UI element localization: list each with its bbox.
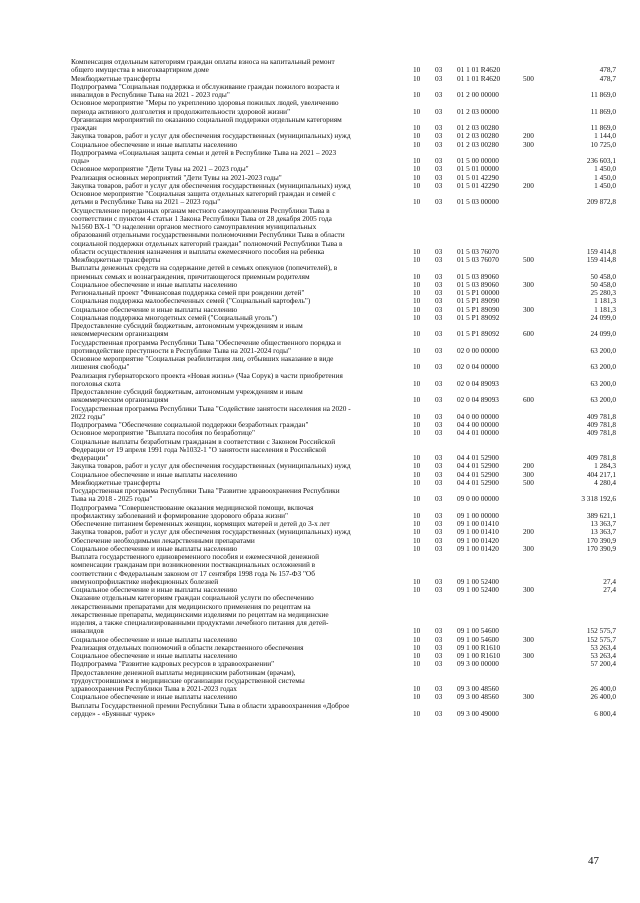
section-code: 10: [413, 708, 421, 718]
amount: 1 181,3: [594, 296, 616, 306]
section-code: 10: [413, 543, 421, 553]
amount: 236 603,1: [586, 156, 616, 165]
subsection-code: 03: [435, 527, 443, 537]
target-article-code: 09 3 00 48560: [457, 692, 499, 702]
subsection-code: 03: [435, 576, 443, 586]
row-name: Государственная программа Республики Тыва "Обеспечение общественного порядка и противодействие преступности в Республике Тыва на 2021-2024 годы": [71, 337, 341, 355]
amount: 53 263,4: [590, 642, 616, 652]
section-code: 10: [413, 312, 421, 322]
target-article-code: 01 5 P1 89090: [457, 304, 500, 314]
subsection-code: 03: [435, 106, 443, 116]
subsection-code: 03: [435, 345, 443, 355]
row-name: Осуществление переданных органам местного самоуправления Республики Тыва в соответствии с пунктом 4 статьи 1 Закона Республики Тыва от 28 декабря 2005 года №1560 ВХ-1 "О наделении органов местного самоуправления муниципальных образований отдельными государственными полномочиями Республики Тыва в области социальной поддержки отдельных категорий граждан" полномочий Республики Тыва в области осуществления назначения и выплаты ежемесячного пособия на ребенка: [71, 205, 345, 256]
section-code: 10: [413, 65, 421, 75]
amount: 1 450,0: [594, 164, 616, 174]
target-article-code: 01 2 03 00000: [457, 106, 499, 116]
target-article-code: 01 5 01 42290: [457, 180, 499, 190]
amount: 10 725,0: [590, 139, 616, 149]
section-code: 10: [413, 246, 421, 256]
row-name: Социальная поддержка многодетных семей ("Социальный уголь"): [71, 312, 278, 322]
target-article-code: 04 4 01 52900: [457, 469, 499, 479]
subsection-code: 03: [435, 271, 443, 281]
subsection-code: 03: [435, 477, 443, 487]
subsection-code: 03: [435, 180, 443, 190]
amount: 389 621,1: [586, 510, 616, 520]
amount: 159 414,8: [586, 255, 616, 264]
row-name: Социальное обеспечение и иные выплаты населению: [71, 692, 238, 702]
section-code: 10: [413, 527, 421, 537]
subsection-code: 03: [435, 362, 443, 372]
expense-type-code: 300: [523, 651, 534, 660]
amount: 152 575,7: [586, 626, 616, 636]
target-article-code: 09 0 00 00000: [457, 494, 499, 504]
section-code: 10: [413, 123, 421, 132]
amount: 26 400,0: [590, 692, 616, 702]
section-code: 10: [413, 378, 421, 388]
subsection-code: 03: [435, 453, 443, 462]
section-code: 10: [413, 510, 421, 520]
target-article-code: 02 0 04 89093: [457, 378, 499, 388]
expense-type-code: 300: [523, 692, 534, 702]
row-name: Выплаты денежных средств на содержание детей в семьях опекунов (попечителей), в приемных семьях и вознаграждения, причитающегося приемным родителям: [71, 263, 338, 281]
amount: 27,4: [603, 576, 616, 586]
target-article-code: 01 2 03 00280: [457, 139, 499, 149]
expense-type-code: 500: [523, 73, 534, 83]
row-name: Обеспечение необходимыми лекарственными препаратами: [71, 535, 255, 545]
amount: 1 450,0: [594, 172, 616, 182]
budget-table: [71, 58, 617, 718]
target-article-code: 01 1 01 R4620: [457, 65, 501, 75]
target-article-code: 02 0 04 00000: [457, 362, 499, 372]
expense-type-code: 300: [523, 543, 534, 553]
section-code: 10: [413, 420, 421, 429]
subsection-code: 03: [435, 131, 443, 141]
subsection-code: 03: [435, 411, 443, 421]
section-code: 10: [413, 255, 421, 264]
amount: 4 280,4: [594, 477, 616, 487]
target-article-code: 01 5 03 89060: [457, 271, 499, 281]
section-code: 10: [413, 684, 421, 693]
row-name: Обеспечение питанием беременных женщин, кормящих матерей и детей до 3-х лет: [71, 519, 330, 528]
section-code: 10: [413, 362, 421, 372]
table-row: [71, 553, 617, 586]
amount: 24 099,0: [590, 312, 616, 322]
section-code: 10: [413, 73, 421, 83]
row-name: Основное мероприятие "Социальная реабилитация лиц, отбывших наказание в виде лишения свободы": [71, 354, 334, 372]
subsection-code: 03: [435, 461, 443, 471]
section-code: 10: [413, 304, 421, 314]
row-name: Социальное обеспечение и иные выплаты населению: [71, 543, 238, 553]
expense-type-code: 200: [523, 131, 534, 141]
subsection-code: 03: [435, 651, 443, 660]
amount: 404 217,1: [586, 469, 616, 479]
section-code: 10: [413, 469, 421, 479]
target-article-code: 01 5 00 00000: [457, 156, 499, 165]
amount: 13 363,7: [590, 527, 616, 537]
section-code: 10: [413, 279, 421, 289]
row-name: Социальное обеспечение и иные выплаты населению: [71, 304, 238, 314]
section-code: 10: [413, 692, 421, 702]
table-row: [71, 58, 617, 75]
table-row: [71, 487, 617, 504]
row-name: Региональный проект "Финансовая поддержка семей при рождении детей": [71, 288, 305, 297]
amount: 170 390,9: [586, 535, 616, 545]
amount: 50 458,0: [590, 279, 616, 289]
amount: 409 781,8: [586, 428, 616, 438]
expense-type-code: 300: [523, 585, 534, 594]
target-article-code: 09 1 00 01420: [457, 543, 499, 553]
target-article-code: 01 2 03 00280: [457, 123, 499, 132]
row-name: Реализация основных мероприятий "Дети Тувы на 2021-2023 годы": [71, 172, 282, 182]
section-code: 10: [413, 395, 421, 405]
subsection-code: 03: [435, 494, 443, 504]
row-name: Социальная поддержка малообеспеченных семей ("Социальный картофель"): [71, 296, 311, 306]
row-name: Социальное обеспечение и иные выплаты населению: [71, 651, 238, 660]
subsection-code: 03: [435, 304, 443, 314]
target-article-code: 09 1 00 00000: [457, 510, 499, 520]
target-article-code: 01 5 01 42290: [457, 172, 499, 182]
target-article-code: 09 1 00 01410: [457, 527, 499, 537]
expense-type-code: 200: [523, 461, 534, 471]
section-code: 10: [413, 651, 421, 660]
amount: 1 144,0: [594, 131, 616, 141]
amount: 1 450,0: [594, 180, 616, 190]
row-name: Социальные выплаты безработным гражданам в соответствии с Законом Российской Федерации от 19 апреля 1991 года №1032-1 "О занятости населения в Российской Федерации": [71, 436, 336, 462]
section-code: 10: [413, 428, 421, 438]
table-row: [71, 405, 617, 422]
subsection-code: 03: [435, 197, 443, 207]
subsection-code: 03: [435, 543, 443, 553]
subsection-code: 03: [435, 420, 443, 429]
section-code: 10: [413, 659, 421, 669]
target-article-code: 01 5 P1 89092: [457, 329, 500, 339]
target-article-code: 01 1 01 R4620: [457, 73, 501, 83]
expense-type-code: 500: [523, 477, 534, 487]
amount: 11 869,0: [590, 123, 616, 132]
subsection-code: 03: [435, 65, 443, 75]
subsection-code: 03: [435, 378, 443, 388]
subsection-code: 03: [435, 90, 443, 99]
expense-type-code: 200: [523, 180, 534, 190]
row-name: Предоставление субсидий бюджетным, автономным учреждениям и иным некоммерческим организациям: [71, 321, 303, 339]
section-code: 10: [413, 329, 421, 339]
section-code: 10: [413, 519, 421, 528]
subsection-code: 03: [435, 659, 443, 669]
expense-type-code: 500: [523, 255, 534, 264]
row-name: Межбюджетные трансферты: [71, 477, 161, 487]
row-name: Государственная программа Республики Тыва "Развитие здравоохранения Республики Тыва на 2018 - 2025 годы": [71, 486, 340, 504]
row-name: Основное мероприятие "Меры по укреплению здоровья пожилых людей, увеличению периода активного долголетия и продолжительности здоровой жизни": [71, 98, 339, 116]
row-name: Социальное обеспечение и иные выплаты населению: [71, 585, 238, 594]
target-article-code: 01 5 03 89060: [457, 279, 499, 289]
target-article-code: 09 1 00 52400: [457, 585, 499, 594]
subsection-code: 03: [435, 172, 443, 182]
table-row: [71, 339, 617, 356]
subsection-code: 03: [435, 255, 443, 264]
subsection-code: 03: [435, 73, 443, 83]
row-name: Социальное обеспечение и иные выплаты населению: [71, 139, 238, 149]
row-name: Закупка товаров, работ и услуг для обеспечения государственных (муниципальных) нужд: [71, 527, 351, 537]
target-article-code: 01 2 03 00280: [457, 131, 499, 141]
section-code: 10: [413, 634, 421, 644]
table-row: [71, 322, 617, 339]
table-row: [71, 438, 617, 463]
section-code: 10: [413, 535, 421, 545]
amount: 57 200,4: [590, 659, 616, 669]
section-code: 10: [413, 180, 421, 190]
subsection-code: 03: [435, 469, 443, 479]
table-row: [71, 149, 617, 166]
row-name: Компенсация отдельным категориям граждан оплаты взноса на капитальный ремонт общего имущества в многоквартирном доме: [71, 57, 335, 75]
subsection-code: 03: [435, 164, 443, 174]
row-name: Реализация губернаторского проекта «Новая жизнь» (Чаа Сорук) в части приобретения поголовья скота: [71, 370, 343, 388]
row-name: Предоставление денежной выплаты медицинским работникам (врачам), трудоустроившимся в медицинские организации государственной системы здравоохранения Республики Тыва в 2021-2023 годах: [71, 667, 305, 693]
row-name: Межбюджетные трансферты: [71, 255, 161, 264]
target-article-code: 04 0 00 00000: [457, 411, 499, 421]
row-name: Подпрограмма "Социальная поддержка и обслуживание граждан пожилого возраста и инвалидов в Республике Тыва на 2021 - 2023 годы": [71, 81, 340, 99]
expense-type-code: 300: [523, 469, 534, 479]
section-code: 10: [413, 197, 421, 207]
section-code: 10: [413, 271, 421, 281]
target-article-code: 01 2 00 00000: [457, 90, 499, 99]
amount: 1 284,3: [594, 461, 616, 471]
expense-type-code: 600: [523, 329, 534, 339]
row-name: Оказание отдельным категориям граждан социальной услуги по обеспечению лекарственными препаратами для медицинского применения по рецептам на лекарственные препараты, медицинскими изделиями по рецептам на медицинские изделия, а также специализированными продуктами лечебного питания для детей- инвалидов: [71, 593, 329, 636]
subsection-code: 03: [435, 585, 443, 594]
amount: 6 800,4: [594, 708, 616, 718]
amount: 27,4: [603, 585, 616, 594]
target-article-code: 09 1 00 54600: [457, 626, 499, 636]
target-article-code: 02 0 04 89093: [457, 395, 499, 405]
table-row: [71, 669, 617, 694]
amount: 63 200,0: [590, 345, 616, 355]
target-article-code: 09 1 00 54600: [457, 634, 499, 644]
table-row: [71, 190, 617, 207]
section-code: 10: [413, 626, 421, 636]
subsection-code: 03: [435, 634, 443, 644]
subsection-code: 03: [435, 279, 443, 289]
table-row: [71, 355, 617, 372]
amount: 409 781,8: [586, 420, 616, 429]
amount: 50 458,0: [590, 271, 616, 281]
row-name: Социальное обеспечение и иные выплаты населению: [71, 634, 238, 644]
subsection-code: 03: [435, 708, 443, 718]
amount: 63 200,0: [590, 362, 616, 372]
row-name: Подпрограмма «Социальная защита семьи и детей в Республике Тыва на 2021 – 2023 годы»: [71, 147, 337, 165]
target-article-code: 01 5 03 76070: [457, 255, 499, 264]
row-name: Закупка товаров, работ и услуг для обеспечения государственных (муниципальных) нужд: [71, 180, 351, 190]
row-name: Межбюджетные трансферты: [71, 73, 161, 83]
target-article-code: 04 4 00 00000: [457, 420, 499, 429]
target-article-code: 09 3 00 49000: [457, 708, 499, 718]
row-name: Предоставление субсидий бюджетным, автономным учреждениям и иным некоммерческим организациям: [71, 387, 303, 405]
section-code: 10: [413, 642, 421, 652]
section-code: 10: [413, 461, 421, 471]
target-article-code: 09 3 00 00000: [457, 659, 499, 669]
subsection-code: 03: [435, 296, 443, 306]
target-article-code: 01 5 03 76070: [457, 246, 499, 256]
amount: 63 200,0: [590, 395, 616, 405]
target-article-code: 01 5 03 00000: [457, 197, 499, 207]
section-code: 10: [413, 90, 421, 99]
amount: 152 575,7: [586, 634, 616, 644]
table-row: [71, 264, 617, 281]
section-code: 10: [413, 156, 421, 165]
subsection-code: 03: [435, 519, 443, 528]
amount: 53 263,4: [590, 651, 616, 660]
expense-type-code: 300: [523, 139, 534, 149]
subsection-code: 03: [435, 510, 443, 520]
section-code: 10: [413, 576, 421, 586]
row-name: Основное мероприятие "Дети Тувы на 2021 – 2023 годы": [71, 164, 249, 174]
amount: 209 872,8: [586, 197, 616, 207]
amount: 3 318 192,6: [581, 494, 616, 504]
subsection-code: 03: [435, 312, 443, 322]
subsection-code: 03: [435, 246, 443, 256]
subsection-code: 03: [435, 428, 443, 438]
row-name: Подпрограмма "Обеспечение социальной поддержки безработных граждан": [71, 420, 309, 429]
amount: 25 280,3: [590, 288, 616, 297]
amount: 409 781,8: [586, 453, 616, 462]
row-name: Выплата государственного единовременного пособия и ежемесячной денежной компенсации гражданам при возникновении поствакцинальных осложнений в соответствии с Федеральным законом от 17 сентября 1998 года № 157-ФЗ "Об иммунопрофилактике инфекционных болезней: [71, 552, 320, 586]
subsection-code: 03: [435, 123, 443, 132]
target-article-code: 04 4 01 52900: [457, 461, 499, 471]
target-article-code: 04 4 01 52900: [457, 477, 499, 487]
expense-type-code: 200: [523, 527, 534, 537]
row-name: Государственная программа Республики Тыва "Содействие занятости населения на 2020 - 2022 годы": [71, 403, 351, 421]
target-article-code: 01 5 01 00000: [457, 164, 499, 174]
table-row: [71, 116, 617, 133]
row-name: Реализация отдельных полномочий в области лекарственного обеспечения: [71, 642, 304, 652]
subsection-code: 03: [435, 395, 443, 405]
section-code: 10: [413, 453, 421, 462]
target-article-code: 02 0 00 00000: [457, 345, 499, 355]
table-row: [71, 702, 617, 719]
target-article-code: 09 3 00 48560: [457, 684, 499, 693]
section-code: 10: [413, 139, 421, 149]
row-name: Социальное обеспечение и иные выплаты населению: [71, 469, 238, 479]
expense-type-code: 300: [523, 304, 534, 314]
row-name: Организация мероприятий по оказанию социальной поддержки отдельным категориям граждан: [71, 114, 342, 132]
target-article-code: 09 1 00 01420: [457, 535, 499, 545]
expense-type-code: 300: [523, 634, 534, 644]
amount: 63 200,0: [590, 378, 616, 388]
table-row: [71, 388, 617, 405]
amount: 478,7: [599, 73, 616, 83]
target-article-code: 09 1 00 52400: [457, 576, 499, 586]
subsection-code: 03: [435, 692, 443, 702]
subsection-code: 03: [435, 642, 443, 652]
row-name: Основное мероприятие "Выплата пособия по безработице": [71, 428, 256, 438]
table-row: [71, 207, 617, 257]
section-code: 10: [413, 345, 421, 355]
expense-type-code: 600: [523, 395, 534, 405]
section-code: 10: [413, 585, 421, 594]
subsection-code: 03: [435, 156, 443, 165]
section-code: 10: [413, 164, 421, 174]
section-code: 10: [413, 172, 421, 182]
amount: 159 414,8: [586, 246, 616, 256]
amount: 11 869,0: [590, 90, 616, 99]
target-article-code: 09 1 00 R1610: [457, 651, 501, 660]
amount: 409 781,8: [586, 411, 616, 421]
section-code: 10: [413, 106, 421, 116]
target-article-code: 09 1 00 R1610: [457, 642, 501, 652]
target-article-code: 01 5 P1 89090: [457, 296, 500, 306]
row-name: Закупка товаров, работ и услуг для обеспечения государственных (муниципальных) нужд: [71, 461, 351, 471]
row-name: Основное мероприятие "Социальная защита отдельных категорий граждан и семей с детьми в Республике Тыва на 2021 – 2023 годы": [71, 189, 336, 207]
subsection-code: 03: [435, 684, 443, 693]
row-name: Закупка товаров, работ и услуг для обеспечения государственных (муниципальных) нужд: [71, 131, 351, 141]
target-article-code: 04 4 01 00000: [457, 428, 499, 438]
subsection-code: 03: [435, 139, 443, 149]
row-name: Выплаты Государственной премии Республики Тыва в области здравоохранения «Доброе сердце» - «Буянныг чурек»: [71, 700, 350, 718]
section-code: 10: [413, 411, 421, 421]
row-name: Подпрограмма "Развитие кадровых ресурсов в здравоохранении": [71, 659, 275, 669]
row-name: Подпрограмма "Совершенствование оказания медицинской помощи, включая профилактику заболеваний и формирование здорового образа жизни": [71, 502, 314, 520]
target-article-code: 01 5 P1 89092: [457, 312, 500, 322]
table-row: [71, 594, 617, 635]
section-code: 10: [413, 477, 421, 487]
amount: 11 869,0: [590, 106, 616, 116]
table-row: [71, 99, 617, 116]
table-row: [71, 504, 617, 521]
amount: 478,7: [599, 65, 616, 75]
section-code: 10: [413, 296, 421, 306]
amount: 24 099,0: [590, 329, 616, 339]
table-row: [71, 83, 617, 100]
target-article-code: 09 1 00 01410: [457, 519, 499, 528]
amount: 26 400,0: [590, 684, 616, 693]
target-article-code: 01 5 P1 00000: [457, 288, 500, 297]
amount: 13 363,7: [590, 519, 616, 528]
subsection-code: 03: [435, 329, 443, 339]
target-article-code: 04 4 01 52900: [457, 453, 499, 462]
page-number: 47: [588, 855, 599, 867]
section-code: 10: [413, 131, 421, 141]
amount: 170 390,9: [586, 543, 616, 553]
section-code: 10: [413, 494, 421, 504]
subsection-code: 03: [435, 535, 443, 545]
amount: 1 181,3: [594, 304, 616, 314]
table-row: [71, 372, 617, 389]
subsection-code: 03: [435, 626, 443, 636]
subsection-code: 03: [435, 288, 443, 297]
row-name: Социальное обеспечение и иные выплаты населению: [71, 279, 238, 289]
expense-type-code: 300: [523, 279, 534, 289]
section-code: 10: [413, 288, 421, 297]
